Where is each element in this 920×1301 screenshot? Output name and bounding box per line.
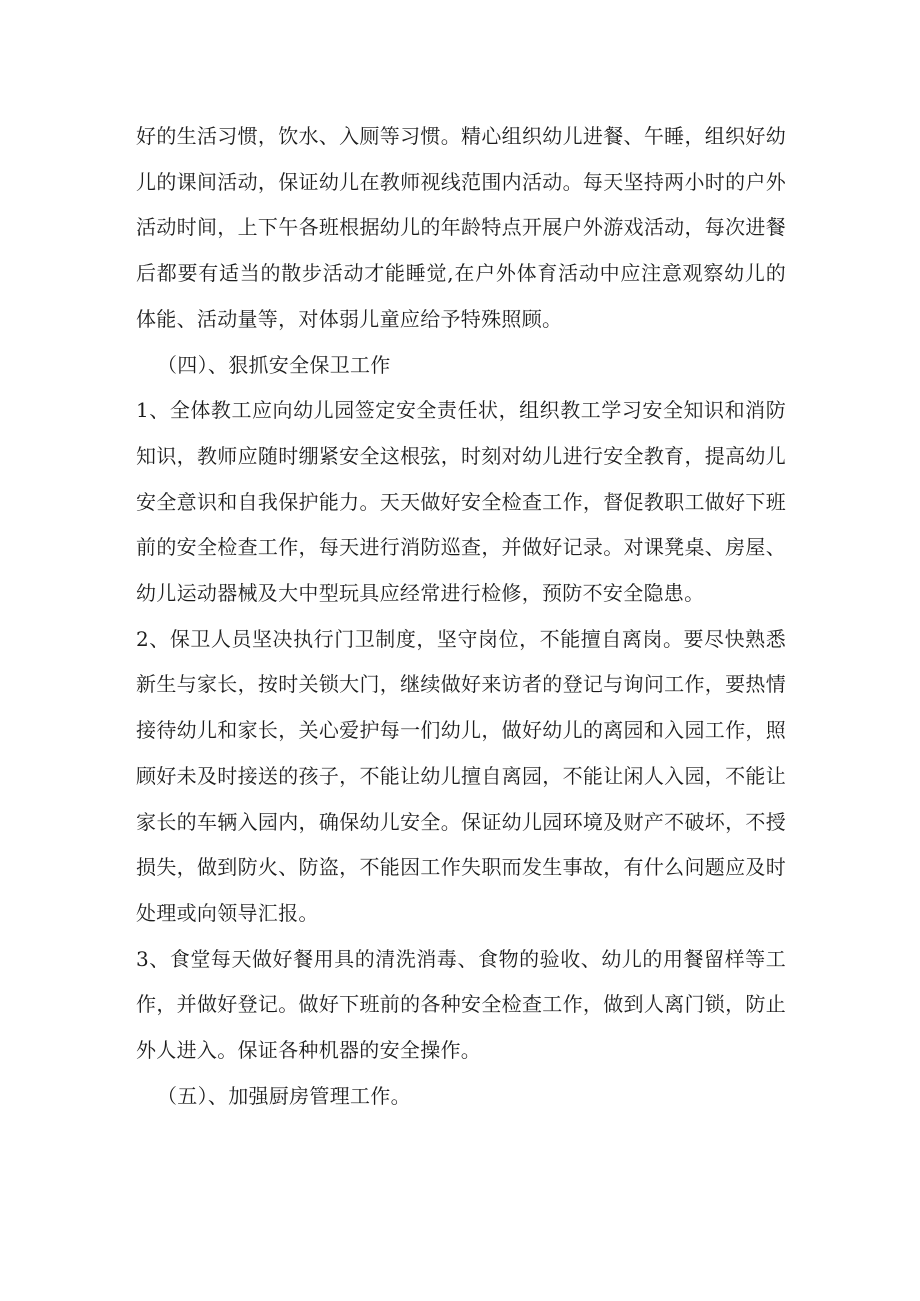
paragraph-continuation-daily-habits: 好的生活习惯，饮水、入厕等习惯。精心组织幼儿进餐、午睡，组织好幼儿的课间活动，保证幼儿在教师视线范围内活动。每天坚持两小时的户外活动时间，上下午各班根据幼儿的年龄特点开展户外游戏活动，每次进餐后都要有适当的散步活动才能睡觉,在户外体育活动中应注意观察幼儿的体能、活动量等，对体弱儿童应给予特殊照顾。 (136, 124, 786, 331)
section-heading-five-kitchen-management: （五）、加强厨房管理工作。 (157, 1083, 411, 1108)
paragraph-item-3-canteen-hygiene: 3、食堂每天做好餐用具的清洗消毒、食物的验收、幼儿的用餐留样等工作，并做好登记。做好下班前的各种安全检查工作，做到人离门锁，防止外人进入。保证各种机器的安全操作。 (136, 946, 786, 1063)
section-heading-four-safety-work: （四）、狠抓安全保卫工作 (157, 352, 391, 377)
document-text-block (136, 114, 786, 1119)
paragraph-item-2-gate-guard-duty: 2、保卫人员坚决执行门卫制度，坚守岗位，不能擅自离岗。要尽快熟悉新生与家长，按时关锁大门，继续做好来访者的登记与询问工作，要热情接待幼儿和家长，关心爱护每一们幼儿，做好幼儿的离园和入园工作，照顾好未及时接送的孩子，不能让幼儿擅自离园，不能让闲人入园，不能让家长的车辆入园内，确保幼儿安全。保证幼儿园环境及财产不破坏，不授损失，做到防火、防盗，不能因工作失职而发生事故，有什么问题应及时处理或向领导汇报。 (136, 626, 786, 925)
paragraph-item-1-safety-responsibility: 1、全体教工应向幼儿园签定安全责任状，组织教工学习安全知识和消防知识，教师应随时绷紧安全这根弦，时刻对幼儿进行安全教育，提高幼儿安全意识和自我保护能力。天天做好安全检查工作，督促教职工做好下班前的安全检查工作，每天进行消防巡查，并做好记录。对课凳桌、房屋、幼儿运动器械及大中型玩具应经常进行检修，预防不安全隐患。 (136, 398, 786, 606)
